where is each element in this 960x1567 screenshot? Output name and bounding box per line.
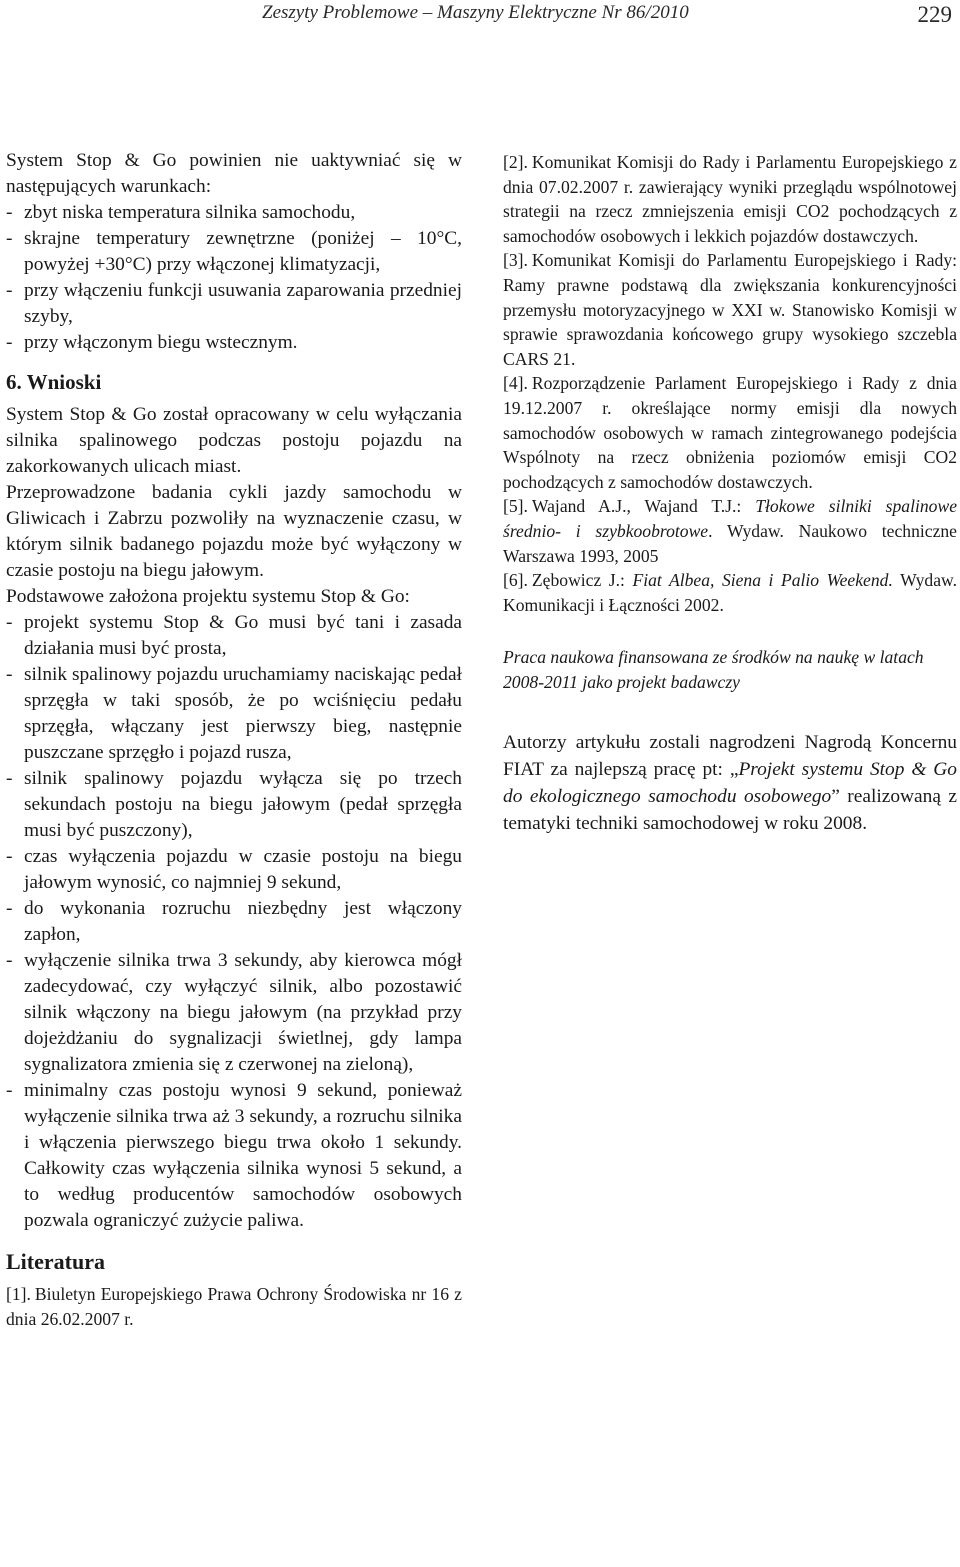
journal-title: Zeszyty Problemowe – Maszyny Elektryczne Nr 86/2010 bbox=[262, 2, 689, 23]
conditions-list bbox=[6, 200, 462, 356]
page-header bbox=[0, 0, 960, 40]
conclusion-paragraph-1: System Stop & Go został opracowany w celu wyłączania silnika spalinowego podczas postoju pojazdu na zakorkowanych ulicach miast. bbox=[6, 404, 462, 477]
conditions-intro: System Stop & Go powinien nie uaktywniać się w następujących warunkach: bbox=[6, 150, 462, 197]
list-item: - projekt systemu Stop & Go musi być tani i zasada działania musi być prosta, bbox=[6, 612, 462, 659]
principles-list bbox=[6, 610, 462, 1234]
reference-1: [1]. Biuletyn Europejskiego Prawa Ochrony Środowiska nr 16 z dnia 26.02.2007 r. bbox=[6, 1284, 462, 1329]
funding-note: Praca naukowa finansowana ze środków na naukę w latach 2008-2011 jako projekt badawczy bbox=[503, 647, 924, 693]
list-item: - do wykonania rozruchu niezbędny jest włączony zapłon, bbox=[6, 898, 462, 945]
reference-5: [5]. Wajand A.J., Wajand T.J.: Tłokowe silniki spalinowe średnio- i szybkoobrotowe. Wydaw. Naukowo techniczne Warszawa 1993, 2005 bbox=[503, 496, 958, 566]
conclusion-paragraph-2: Przeprowadzone badania cykli jazdy samochodu w Gliwicach i Zabrzu pozwoliły na wyznaczenie czasu, w którym silnik badanego pojazdu może być wyłączony w czasie postoju na biegu jałowym. bbox=[6, 482, 462, 581]
page-number: 229 bbox=[917, 2, 952, 27]
list-item: - przy włączonym biegu wstecznym. bbox=[6, 332, 298, 353]
list-item: - zbyt niska temperatura silnika samochodu, bbox=[6, 202, 356, 223]
list-item: - silnik spalinowy pojazdu uruchamiamy naciskając pedał sprzęgła w taki sposób, że po wciśnięciu pedału sprzęgła, włączany jest pierwszy bieg, następnie puszczane sprzęgło i pojazd rusza, bbox=[6, 664, 462, 763]
literature-heading: Literatura bbox=[6, 1249, 105, 1274]
list-item: - przy włączeniu funkcji usuwania zaparowania przedniej szyby, bbox=[6, 280, 462, 327]
reference-3: [3]. Komunikat Komisji do Parlamentu Europejskiego i Rady: Ramy prawne podstawą dla zwiększania konkurencyjności przemysłu motoryzacyjnego w XXI w. Stanowisko Komisji w sprawie sprawozdania końcowego grupy wysokiego szczebla CARS 21. bbox=[503, 250, 957, 369]
reference-4: [4]. Rozporządzenie Parlament Europejskiego i Rady z dnia 19.12.2007 r. określające normy emisji dla nowych samochodów osobowych w ramach zintegrowanego podejścia Wspólnoty na rzecz obniżenia poziomów emisji CO2 pochodzących z samochodów dostawczych. bbox=[503, 373, 957, 492]
list-item: - minimalny czas postoju wynosi 9 sekund, ponieważ wyłączenie silnika trwa aż 3 sekundy, a rozruchu silnika i włączenia pierwszego biegu trwa około 1 sekundy. Całkowity czas wyłączenia silnika wynosi 5 sekund, a to według producentów samochodów osobowych pozwala ograniczyć zużycie paliwa. bbox=[6, 1080, 462, 1231]
reference-2: [2]. Komunikat Komisji do Rady i Parlamentu Europejskiego z dnia 07.02.2007 r. zawierający wyniki przeglądu wspólnotowej strategii na rzecz zmniejszenia emisji CO2 pochodzących z samochodów osobowych i lekkich pojazdów dostawczych. bbox=[503, 152, 957, 246]
award-note: Autorzy artykułu zostali nagrodzeni Nagrodą Koncernu FIAT za najlepszą pracę pt: „Projekt systemu Stop & Go do ekologicznego samochodu osobowego” realizowaną z tematyki techniki samochodowej w roku 2008. bbox=[503, 732, 957, 835]
right-column bbox=[503, 150, 957, 837]
section-heading: 6. Wnioski bbox=[6, 370, 102, 394]
list-item: - czas wyłączenia pojazdu w czasie postoju na biegu jałowym wynosić, co najmniej 9 sekund, bbox=[6, 846, 462, 893]
reference-6: [6]. Zębowicz J.: Fiat Albea, Siena i Palio Weekend. Wydaw. Komunikacji i Łączności 2002. bbox=[503, 570, 957, 615]
conclusion-paragraph-3: Podstawowe założona projektu systemu Stop & Go: bbox=[6, 586, 410, 607]
left-column bbox=[6, 148, 462, 1331]
list-item: - skrajne temperatury zewnętrzne (poniżej – 10°C, powyżej +30°C) przy włączonej klimatyzacji, bbox=[6, 228, 462, 275]
list-item: - wyłączenie silnika trwa 3 sekundy, aby kierowca mógł zadecydować, czy wyłączyć silnik, albo pozostawić silnik włączony na biegu jałowym (na przykład przy dojeżdżaniu do sygnalizacji świetlnej, gdy lampa sygnalizatora zmienia się z czerwonej na zieloną), bbox=[6, 950, 462, 1075]
list-item: - silnik spalinowy pojazdu wyłącza się po trzech sekundach postoju na biegu jałowym (pedał sprzęgła musi być puszczony), bbox=[6, 768, 462, 841]
